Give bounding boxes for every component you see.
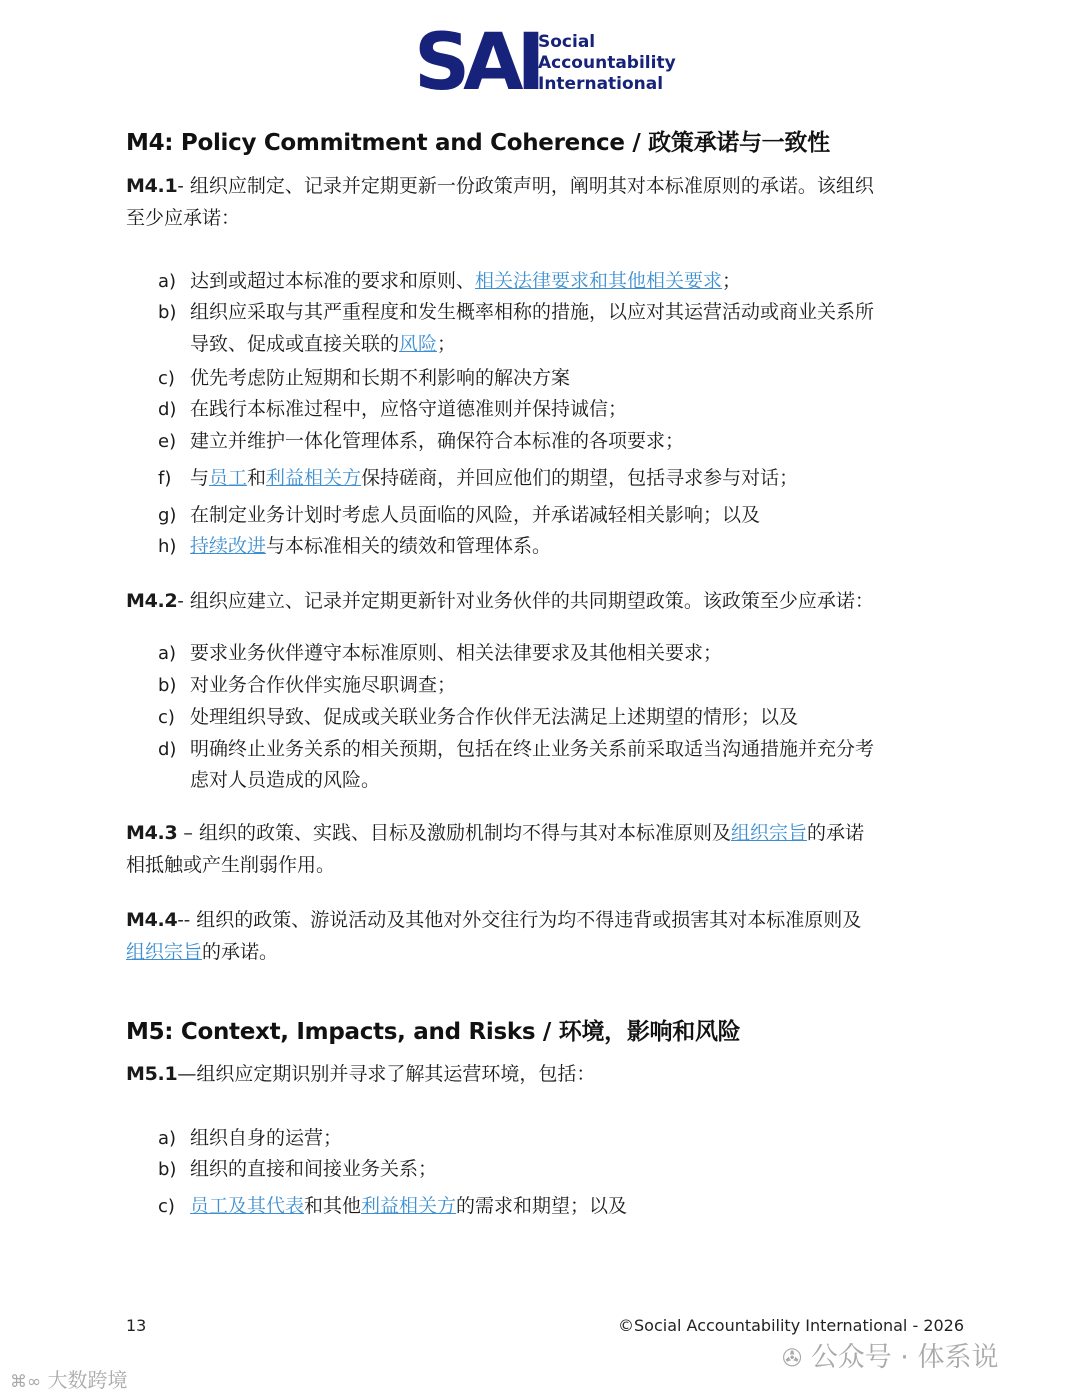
item-punct: ； <box>722 270 742 292</box>
clause-m4-2 <box>126 585 956 617</box>
item-text: 达到或超过本标准的要求和原则、 <box>190 270 476 292</box>
link-risk[interactable]: 风险 <box>399 333 438 355</box>
list-item-m42-d-cont <box>190 764 380 796</box>
list-marker: a) <box>158 1128 177 1149</box>
item-punct: ； <box>437 333 457 355</box>
list-item-m42-c <box>158 701 958 734</box>
link-stakeholders[interactable]: 利益相关方 <box>266 467 362 489</box>
list-marker: c) <box>158 707 175 728</box>
link-organizational-purpose[interactable]: 组织宗旨 <box>730 822 807 844</box>
clause-text: 的承诺 <box>806 822 864 844</box>
item-text: 在制定业务计划时考虑人员面临的风险，并承诺减轻相关影响；以及 <box>190 504 761 526</box>
item-text: 保持磋商，并回应他们的期望，包括寻求参与对话； <box>361 467 799 489</box>
watermark-left-text: 大数跨境 <box>47 1368 128 1392</box>
item-text: 处理组织导致、促成或关联业务合作伙伴无法满足上述期望的情形；以及 <box>190 706 799 728</box>
clause-label: M5.1 <box>126 1063 178 1085</box>
link-workers[interactable]: 员工 <box>209 467 248 489</box>
list-marker: b) <box>158 1159 177 1180</box>
item-text: 的需求和期望；以及 <box>456 1195 628 1217</box>
list-item-m41-h <box>158 530 958 563</box>
section-heading-m5: M5: Context, Impacts, and Risks / 环境，影响和风险 <box>126 1019 741 1045</box>
clause-label: M4.1 <box>126 175 178 197</box>
clause-m4-3 <box>126 817 956 881</box>
list-marker: d) <box>158 399 177 420</box>
list-item-m41-g <box>158 499 958 532</box>
item-text: 在践行本标准过程中，应恪守道德准则并保持诚信； <box>190 398 628 420</box>
watermark-logo-icon: ⌘∞ <box>10 1372 42 1392</box>
list-marker: f) <box>158 468 172 489</box>
list-item-m42-b <box>158 669 958 702</box>
clause-m4-4 <box>126 904 956 968</box>
item-text: 和其他 <box>304 1195 362 1217</box>
list-marker: d) <box>158 739 177 760</box>
clause-label: M4.2 <box>126 590 178 612</box>
list-marker: a) <box>158 643 177 664</box>
list-marker: c) <box>158 1196 175 1217</box>
link-workers-representatives[interactable]: 员工及其代表 <box>190 1195 305 1217</box>
list-marker: e) <box>158 431 177 452</box>
section-heading-m4: M4: Policy Commitment and Coherence / 政策承诺与一致性 <box>126 130 830 156</box>
list-item-m41-c <box>158 362 958 395</box>
copyright-text: ©Social Accountability International - 2026 <box>618 1316 965 1335</box>
logo-words <box>538 32 676 95</box>
list-marker: c) <box>158 368 175 389</box>
list-item-m41-a <box>158 265 958 298</box>
list-marker: b) <box>158 675 177 696</box>
item-text: 优先考虑防止短期和长期不利影响的解决方案 <box>190 367 571 389</box>
clause-text: - 组织应建立、记录并定期更新针对业务伙伴的共同期望政策。该政策至少应承诺： <box>177 590 874 612</box>
item-text: 要求业务伙伴遵守本标准原则、相关法律要求及其他相关要求； <box>190 642 723 664</box>
list-item-m41-f <box>158 462 958 495</box>
item-text: 组织自身的运营； <box>190 1127 343 1149</box>
list-item-m41-b <box>158 296 958 329</box>
list-item-m51-c <box>158 1190 958 1223</box>
watermark-left <box>10 1364 128 1393</box>
item-text: 与 <box>190 467 210 489</box>
clause-text: – 组织的政策、实践、目标及激励机制均不得与其对本标准原则及 <box>177 822 731 844</box>
list-item-m51-b <box>158 1153 958 1186</box>
clause-m5-1 <box>126 1058 956 1090</box>
list-item-m51-a <box>158 1122 958 1155</box>
item-text: 虑对人员造成的风险。 <box>190 769 381 791</box>
logo-line-international: International <box>538 74 664 94</box>
clause-text: 的承诺。 <box>202 941 279 963</box>
logo-line-accountability: Accountability <box>538 53 676 73</box>
clause-label: M4.4 <box>126 909 178 931</box>
item-text: 对业务合作伙伴实施尽职调查； <box>190 674 457 696</box>
list-marker: g) <box>158 505 177 526</box>
item-text: 建立并维护一体化管理体系，确保符合本标准的各项要求； <box>190 430 685 452</box>
wechat-icon: ✇ <box>782 1344 803 1372</box>
list-item-m41-d <box>158 393 958 426</box>
item-text: 导致、促成或直接关联的 <box>190 333 400 355</box>
list-marker: a) <box>158 271 177 292</box>
clause-text-cont: 至少应承诺： <box>126 207 241 229</box>
clause-text-cont: 相抵触或产生削弱作用。 <box>126 854 336 876</box>
watermark-right-text: 公众号 · 体系说 <box>810 1342 999 1373</box>
watermark-right <box>782 1335 998 1374</box>
link-organizational-purpose[interactable]: 组织宗旨 <box>126 941 203 963</box>
item-text: 组织的直接和间接业务关系； <box>190 1158 438 1180</box>
list-item-m41-b-cont <box>190 328 456 360</box>
clause-text: -- 组织的政策、游说活动及其他对外交往行为均不得违背或损害其对本标准原则及 <box>177 909 862 931</box>
clause-m4-1 <box>126 170 956 234</box>
item-text: 与本标准相关的绩效和管理体系。 <box>266 535 552 557</box>
page-number: 13 <box>126 1316 147 1335</box>
list-item-m42-d <box>158 733 958 766</box>
list-marker: h) <box>158 536 177 557</box>
clause-text: —组织应定期识别并寻求了解其运营环境，包括： <box>177 1063 596 1085</box>
item-text: 和 <box>247 467 267 489</box>
list-marker: b) <box>158 302 177 323</box>
item-text: 组织应采取与其严重程度和发生概率相称的措施，以应对其运营活动或商业关系所 <box>190 301 875 323</box>
logo-mark: SAI <box>414 18 539 108</box>
link-stakeholders[interactable]: 利益相关方 <box>361 1195 457 1217</box>
logo-line-social: Social <box>538 32 596 52</box>
item-text: 明确终止业务关系的相关预期，包括在终止业务关系前采取适当沟通措施并充分考 <box>190 738 875 760</box>
list-item-m41-e <box>158 425 958 458</box>
sai-logo <box>414 18 676 108</box>
link-continual-improvement[interactable]: 持续改进 <box>190 535 267 557</box>
list-item-m42-a <box>158 637 958 670</box>
link-legal-requirements[interactable]: 相关法律要求和其他相关要求 <box>475 270 723 292</box>
clause-label: M4.3 <box>126 822 178 844</box>
clause-text: - 组织应制定、记录并定期更新一份政策声明，阐明其对本标准原则的承诺。该组织 <box>177 175 874 197</box>
